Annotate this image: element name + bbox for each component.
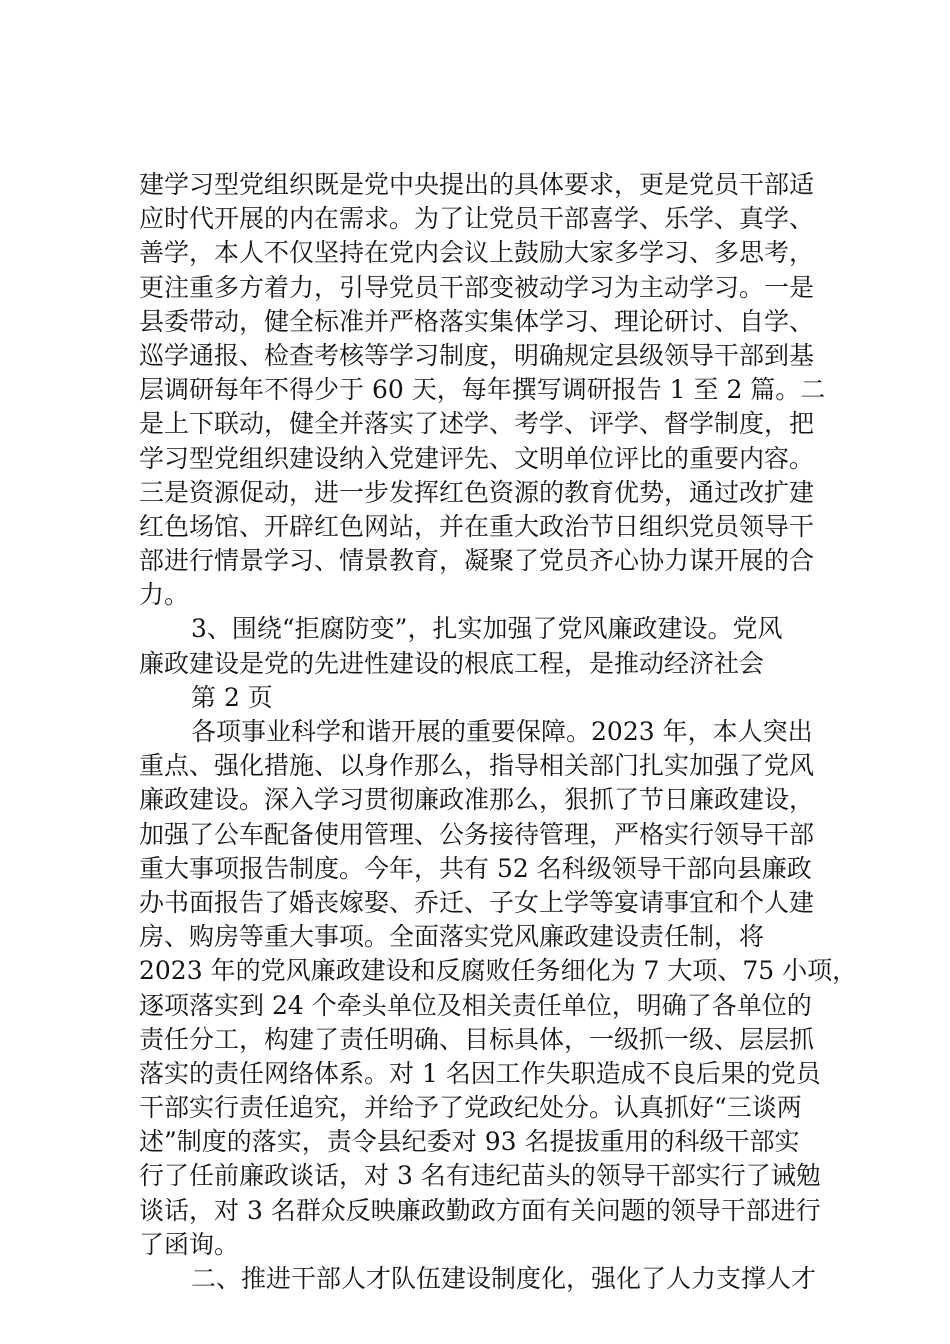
text-line: 重点、强化措施、以身作那么，指导相关部门扎实加强了党风 [139,751,815,781]
text-line: 三是资源促动，进一步发挥红色资源的教育优势，通过改扩建 [139,477,815,507]
text-line: 县委带动，健全标准并严格落实集体学习、理论研讨、自学、 [139,306,815,336]
text-line: 责任分工，构建了责任明确、目标具体，一级抓一级、层层抓 [139,1024,815,1054]
text-line: 房、购房等重大事项。全面落实党风廉政建设责任制，将 [139,922,765,952]
text-line: 了函询。 [139,1229,240,1259]
text-line: 红色场馆、开辟红色网站，并在重大政治节日组织党员领导干 [139,511,815,541]
text-line: 落实的责任网络体系。对 1 名因工作失职造成不良后果的党员 [139,1058,821,1088]
text-line: 第 2 页 [191,682,273,712]
text-line: 重大事项报告制度。今年，共有 52 名科级领导干部向县廉政 [139,853,812,883]
text-line: 建学习型党组织既是党中央提出的具体要求，更是党员干部适 [139,170,815,199]
text-line: 加强了公车配备使用管理、公务接待管理，严格实行领导干部 [139,819,815,849]
text-line: 是上下联动，健全并落实了述学、考学、评学、督学制度，把 [139,409,815,439]
text-line: 巡学通报、检查考核等学习制度，明确规定县级领导干部到基 [139,340,815,370]
text-line: 更注重多方着力，引导党员干部变被动学习为主动学习。一是 [139,272,815,302]
text-line: 办书面报告了婚丧嫁娶、乔迁、子女上学等宴请事宜和个人建 [139,887,815,917]
text-line: 廉政建设是党的先进性建设的根底工程，是推动经济社会 [139,648,765,678]
text-line: 廉政建设。深入学习贯彻廉政准那么，狠抓了节日廉政建设， [139,785,815,815]
text-line: 谈话，对 3 名群众反映廉政勤政方面有关问题的领导干部进行 [139,1195,821,1225]
text-line: 逐项落实到 24 个牵头单位及相关责任单位，明确了各单位的 [139,990,812,1020]
text-line: 应时代开展的内在需求。为了让党员干部喜学、乐学、真学、 [139,204,815,234]
text-line: 善学，本人不仅坚持在党内会议上鼓励大家多学习、多思考， [139,238,815,268]
text-line: 层调研每年不得少于 60 天，每年撰写调研报告 1 至 2 篇。二 [139,375,826,405]
text-line: 3、围绕“拒腐防变”，扎实加强了党风廉政建设。党风 [191,614,783,644]
text-line: 各项事业科学和谐开展的重要保障。2023 年，本人突出 [191,717,813,746]
document-body [139,168,858,1296]
text-line: 述”制度的落实，责令县纪委对 93 名提拔重用的科级干部实 [139,1127,800,1157]
text-line: 2023 年的党风廉政建设和反腐败任务细化为 7 大项、75 小项， [139,956,858,986]
text-line: 力。 [139,580,190,610]
text-line: 行了任前廉政谈话，对 3 名有违纪苗头的领导干部实行了诫勉 [139,1161,821,1191]
text-line: 部进行情景学习、情景教育，凝聚了党员齐心协力谋开展的合 [139,546,815,576]
text-line: 干部实行责任追究，并给予了党政纪处分。认真抓好“三谈两 [139,1093,802,1123]
text-line: 学习型党组织建设纳入党建评先、文明单位评比的重要内容。 [139,443,815,473]
text-line: 二、推进干部人才队伍建设制度化，强化了人力支撑人才 [191,1264,817,1293]
